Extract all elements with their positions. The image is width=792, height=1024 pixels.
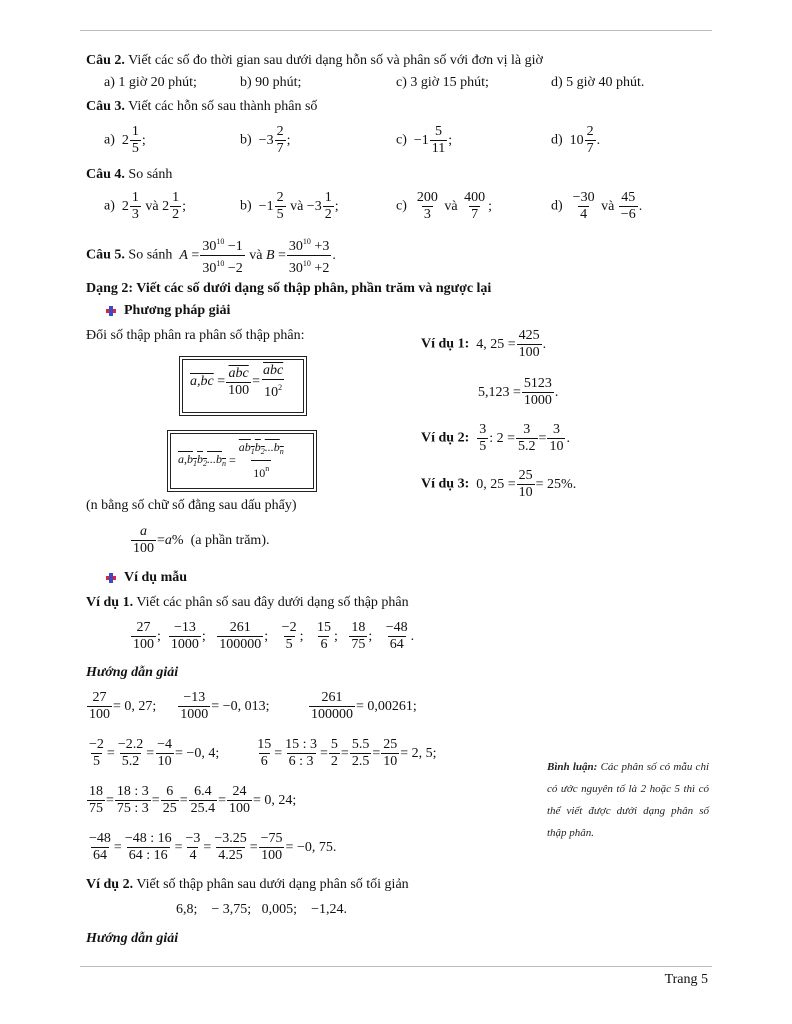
- side-example-2: Ví dụ 2: 3 5 : 2 = 3 5.2 = 3 10 .: [421, 422, 570, 454]
- question-3-text: Viết các hỗn số sau thành phân số: [128, 99, 318, 114]
- method-title: Phương pháp giải: [124, 303, 231, 318]
- page-number: Trang 5: [664, 972, 708, 987]
- question-4: [86, 166, 172, 184]
- q3-option-d: [551, 124, 600, 157]
- question-4-label: Câu 4.: [86, 167, 125, 182]
- q3-b-label: b): [240, 132, 252, 148]
- side-ex2-label: Ví dụ 2:: [421, 430, 470, 446]
- example-2-text: Viết số thập phân sau dưới dạng phân số tối giản: [136, 877, 409, 892]
- solution-line-3: 18 75 = 18 : 3 75 : 3 = 6 25 = 6.4 25.4 = 24 100 = 0, 24;: [89, 784, 297, 816]
- percent-formula: a 100 = a % (a phần trăm).: [133, 524, 270, 556]
- mixed-number: −1 5 11 ;: [410, 124, 453, 156]
- example-2-numbers: 6,8; − 3,75; 0,005; −1,24.: [176, 902, 347, 917]
- mixed-number: −3 2 7 ;: [255, 124, 291, 156]
- bullet-icon: [106, 306, 116, 316]
- va-word: và: [601, 198, 615, 214]
- q2-option-b: b) 90 phút;: [240, 75, 302, 90]
- section-title: Dạng 2: Viết các số dưới dạng số thập phân, phần trăm và ngược lại: [86, 281, 492, 296]
- va-word: và: [444, 198, 458, 214]
- q2-option-c: c) 3 giờ 15 phút;: [396, 75, 489, 90]
- example-2-label: Ví dụ 2.: [86, 877, 134, 892]
- question-5-label: Câu 5.: [86, 247, 125, 263]
- header-rule: [80, 30, 712, 31]
- q3-option-b: [240, 124, 290, 157]
- examples-title: Ví dụ mẫu: [124, 570, 188, 585]
- formula-box-1: a,bc = $\overline{abc}$ 100 = $\overline{abc}$ $10^2$: [179, 356, 307, 416]
- solution-heading-1: Hướng dẫn giải: [86, 665, 179, 680]
- method-note: (n bằng số chữ số đằng sau dấu phẩy): [86, 498, 297, 513]
- example-1-fractions: 27 100 ; −13 1000 ; 261 100000 ; −2 5 ; 15 6 ; 18 75 ; −48 64 .: [133, 620, 415, 652]
- q4-option-c: c) 200 3 và 400 7 ;: [396, 190, 492, 222]
- q3-d-label: d): [551, 132, 563, 148]
- method-intro: Đổi số thập phân ra phân số thập phân:: [86, 328, 305, 343]
- va-word: và: [290, 198, 304, 214]
- side-ex1-label: Ví dụ 1:: [421, 336, 470, 352]
- question-2: [86, 52, 543, 70]
- comment-label: Bình luận:: [547, 761, 598, 773]
- examples-heading: [106, 569, 187, 587]
- q4-option-a: a) 2 1 3 và 2 1 2 ;: [104, 190, 186, 222]
- q4-b-label: b): [240, 198, 252, 214]
- va-word: và: [145, 198, 159, 214]
- q4-a-label: a): [104, 198, 115, 214]
- side-example-1: Ví dụ 1: 4, 25 = 425 100 .: [421, 328, 547, 360]
- example-2: [86, 876, 409, 894]
- method-heading: [106, 302, 230, 320]
- footer-rule: [80, 966, 712, 967]
- q2-option-d: d) 5 giờ 40 phút.: [551, 75, 645, 90]
- formula-box-2: $a,b_1b_2...b_n$ = $ab_1b_2...b_n$ 10$^n$: [167, 430, 317, 492]
- question-2-label: Câu 2.: [86, 53, 125, 68]
- example-1-label: Ví dụ 1.: [86, 595, 134, 610]
- question-5-text: So sánh: [128, 247, 173, 263]
- side-example-3: Ví dụ 3: 0, 25 = 25 10 = 25%.: [421, 468, 577, 500]
- solution-line-1: 27 100 = 0, 27; −13 1000 = −0, 013; 261 100000 = 0,00261;: [89, 690, 417, 722]
- q4-c-label: c): [396, 198, 407, 214]
- comment-sidebar: [547, 756, 709, 844]
- q2-option-a: a) 1 giờ 20 phút;: [104, 75, 197, 90]
- question-4-text: So sánh: [128, 167, 173, 182]
- q4-d-label: d): [551, 198, 563, 214]
- solution-heading-2: Hướng dẫn giải: [86, 931, 179, 946]
- percent-note: (a phần trăm).: [190, 532, 270, 548]
- va-word: và: [249, 247, 263, 263]
- question-5: Câu 5. So sánh A = $30^{10} -1$ $30^{10} -2$ và B = $30^{10} +3$ $30^{10} +2$ .: [86, 237, 336, 276]
- question-3: [86, 98, 317, 116]
- q3-a-label: a): [104, 132, 115, 148]
- mixed-number: 2 1 5 ;: [118, 124, 146, 156]
- mixed-number: 10 2 7 .: [566, 124, 601, 156]
- side-example-1b: 5,123 = 5123 1000 .: [478, 376, 559, 408]
- question-2-text: Viết các số đo thời gian sau dưới dạng hỗn số và phân số với đơn vị là giờ: [128, 53, 543, 68]
- comment-text: Các phân số có mẫu chỉ có ước nguyên tố là 2 hoặc 5 thì có thể viết được dưới dạng phân số thập phân.: [547, 761, 709, 839]
- q3-c-label: c): [396, 132, 407, 148]
- q3-option-c: [396, 124, 452, 157]
- solution-line-4: −48 64 = −48 : 16 64 : 16 = −3 4 = −3.25 4.25 = −75 100 = −0, 75.: [89, 831, 337, 863]
- example-1: [86, 594, 409, 612]
- q3-option-a: [104, 124, 146, 157]
- side-ex3-label: Ví dụ 3:: [421, 476, 470, 492]
- question-3-label: Câu 3.: [86, 99, 125, 114]
- bullet-icon: [106, 573, 116, 583]
- q4-option-b: b) −1 2 5 và −3 1 2 ;: [240, 190, 339, 222]
- q4-option-d: d) −30 4 và 45 −6 .: [551, 190, 643, 222]
- example-1-text: Viết các phân số sau đây dưới dạng số thập phân: [136, 595, 409, 610]
- solution-line-2: −2 5 = −2.2 5.2 = −4 10 = −0, 4; 15 6 = 15 : 3 6 : 3 = 5 2 = 5.5 2.5 = 25 10 = 2, 5;: [89, 737, 437, 769]
